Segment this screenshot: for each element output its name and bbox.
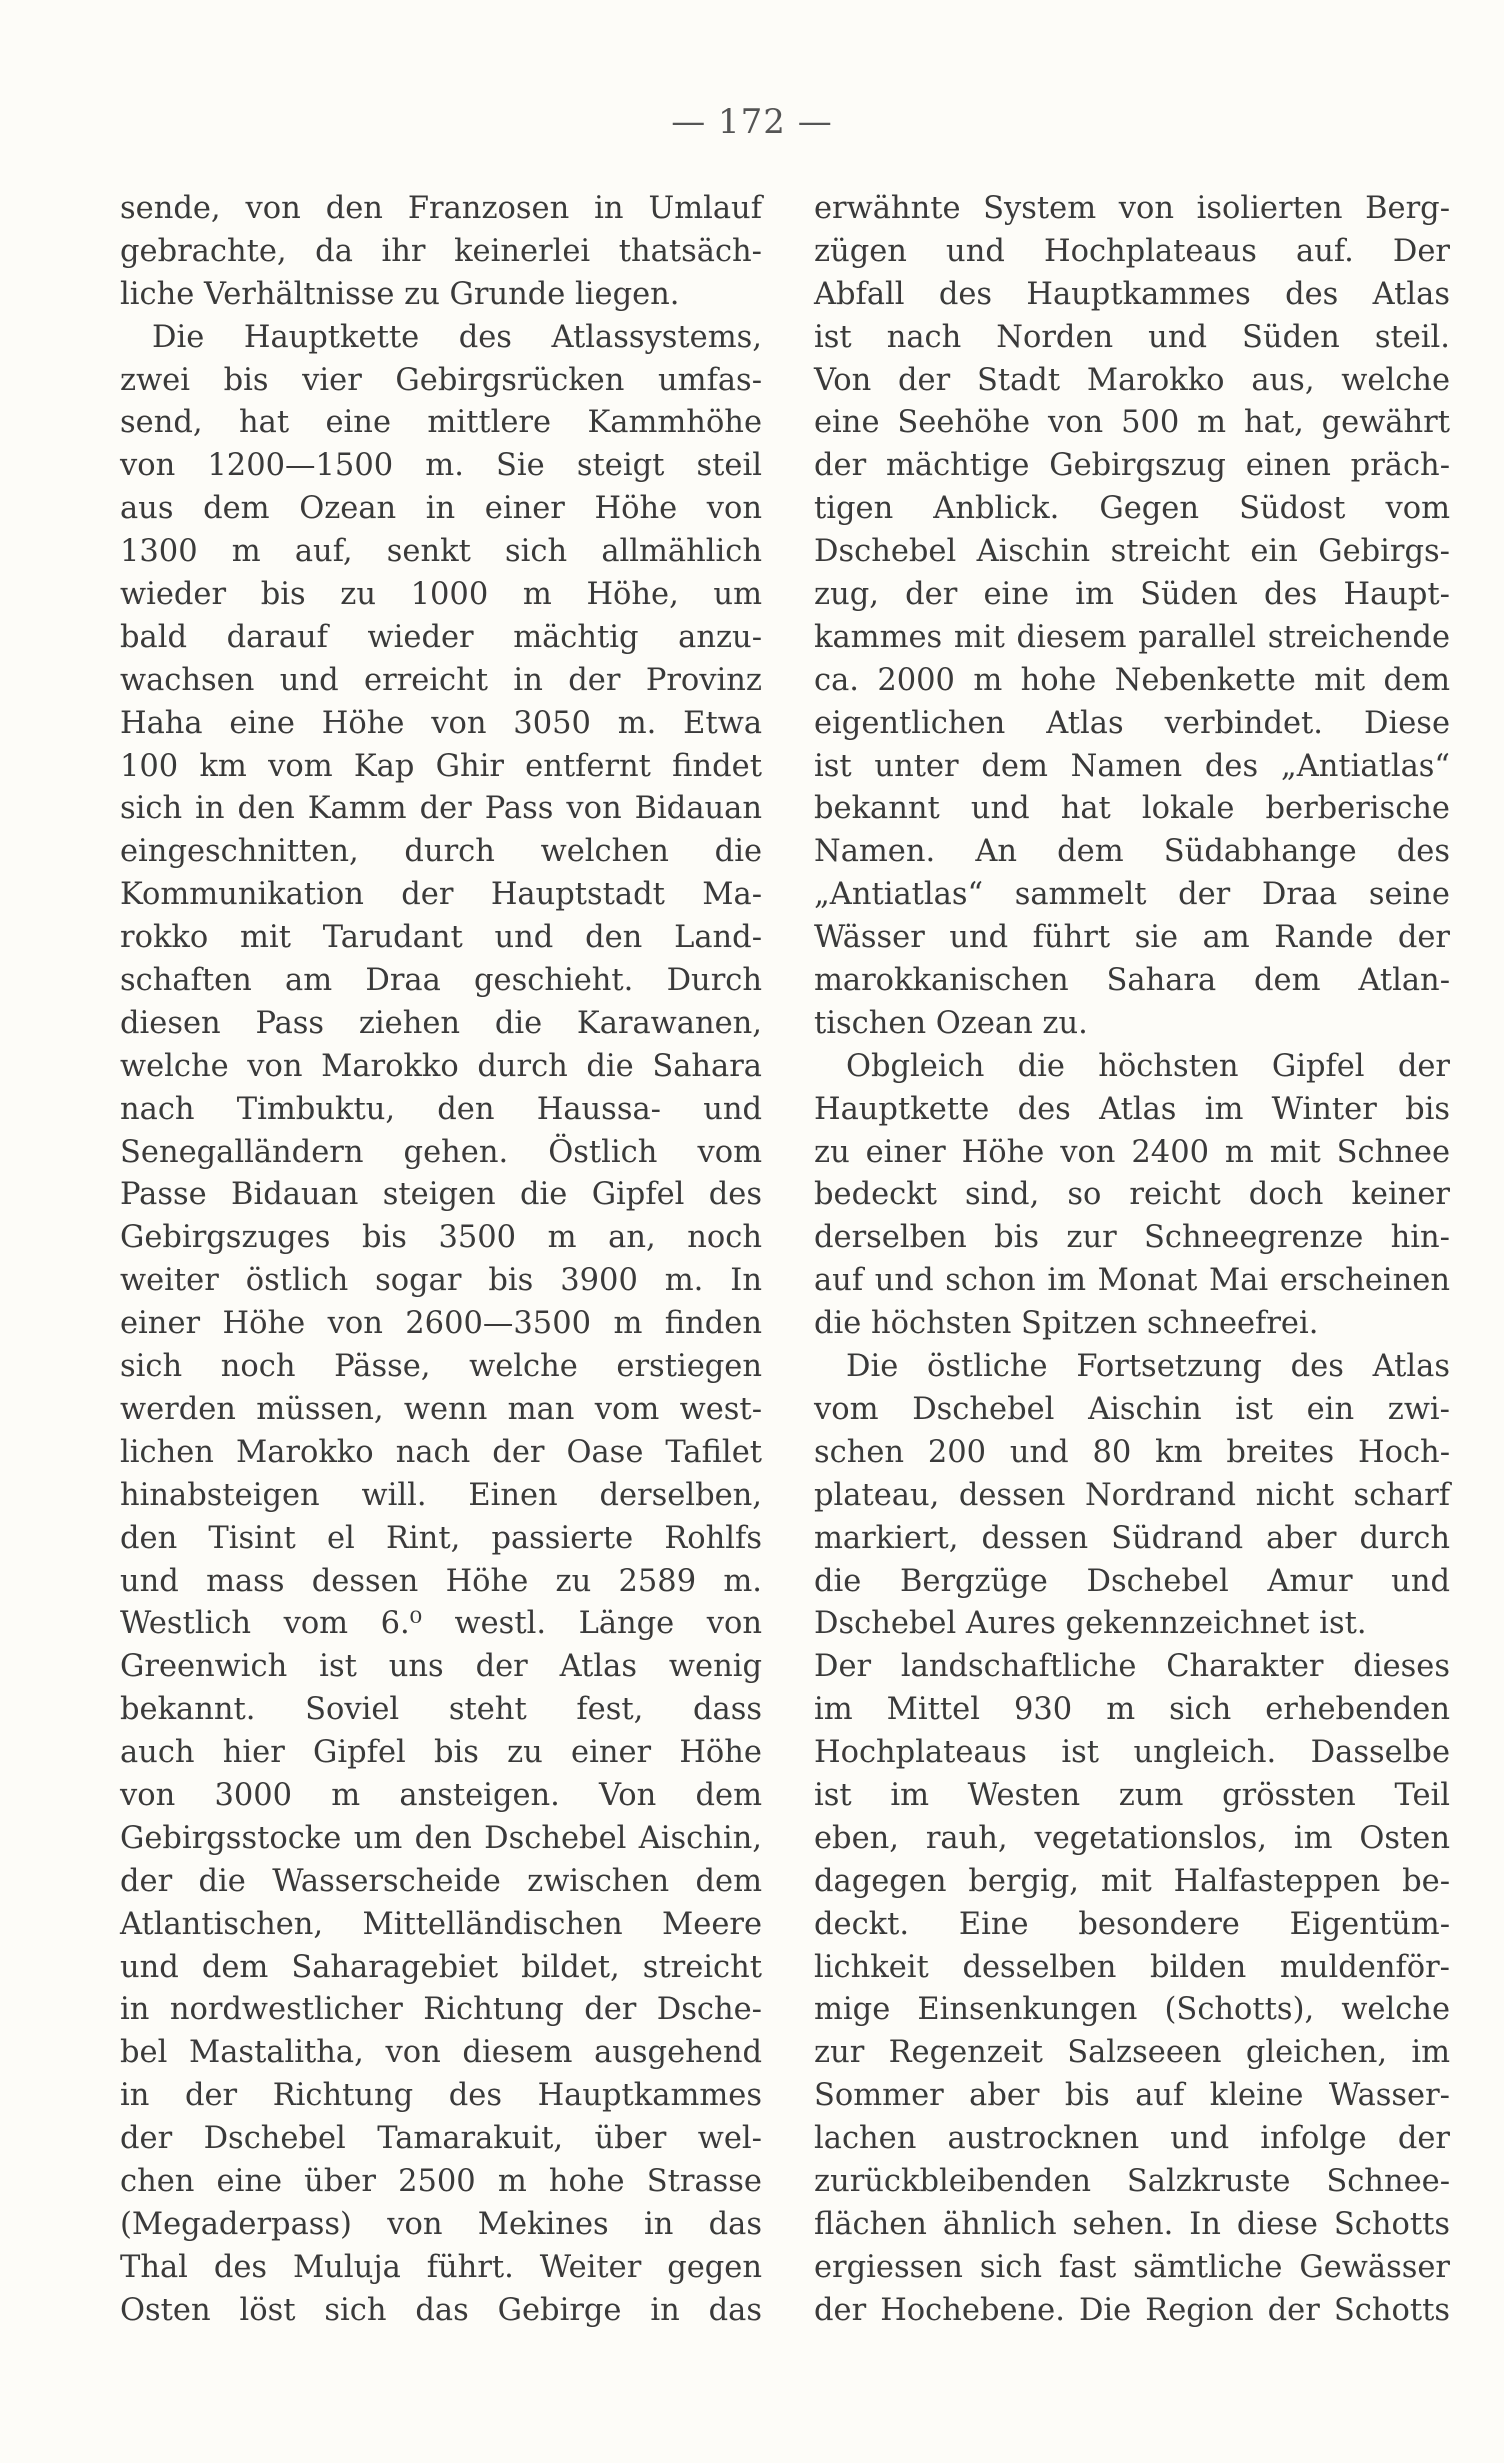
text-line: aus dem Ozean in einer Höhe von	[120, 491, 762, 527]
text-line: den Tisint el Rint, passierte Rohlfs	[120, 1520, 762, 1556]
text-line: Dschebel Aischin streicht ein Gebirgs-	[814, 534, 1450, 570]
text-line: marokkanischen Sahara dem Atlan-	[814, 963, 1450, 999]
text-line: Der landschaftliche Charakter dieses	[814, 1649, 1450, 1685]
text-line: dagegen bergig, mit Halfasteppen be-	[814, 1863, 1450, 1899]
text-line: zur Regenzeit Salzseeen gleichen, im	[814, 2035, 1450, 2071]
text-line: Gebirgsstocke um den Dschebel Aischin,	[120, 1820, 762, 1856]
text-line: weiter östlich sogar bis 3900 m. In	[120, 1263, 762, 1299]
text-line: Atlantischen, Mittelländischen Meere	[120, 1906, 762, 1942]
text-line: bekannt. Soviel steht fest, dass	[120, 1692, 762, 1728]
text-line: tigen Anblick. Gegen Südost vom	[814, 491, 1450, 527]
text-line: Hauptkette des Atlas im Winter bis	[814, 1091, 1450, 1127]
right-column	[814, 188, 1450, 2333]
text-line: (Megaderpass) von Mekines in das	[120, 2206, 762, 2242]
text-line: Namen. An dem Südabhange des	[814, 834, 1450, 870]
text-line: der Dschebel Tamarakuit, über wel-	[120, 2121, 762, 2157]
text-line: ist im Westen zum grössten Teil	[814, 1777, 1450, 1813]
text-line: flächen ähnlich sehen. In diese Schotts	[814, 2206, 1450, 2242]
text-line: Greenwich ist uns der Atlas wenig	[120, 1649, 762, 1685]
text-line: Dschebel Aures gekennzeichnet ist.	[814, 1606, 1367, 1642]
text-line: hinabsteigen will. Einen derselben,	[120, 1477, 762, 1513]
text-line: lachen austrocknen und infolge der	[814, 2121, 1450, 2157]
page-number: — 172 —	[671, 102, 833, 142]
text-line: Abfall des Hauptkammes des Atlas	[814, 276, 1450, 312]
text-line: von 1200—1500 m. Sie steigt steil	[120, 448, 762, 484]
text-line: Die östliche Fortsetzung des Atlas	[846, 1349, 1450, 1385]
text-line: Thal des Muluja führt. Weiter gegen	[120, 2249, 762, 2285]
text-line: tischen Ozean zu.	[814, 1005, 1088, 1041]
text-line: vom Dschebel Aischin ist ein zwi-	[814, 1391, 1450, 1427]
text-line: ist unter dem Namen des „Antiatlas“	[814, 748, 1450, 784]
text-line: einer Höhe von 2600—3500 m finden	[120, 1306, 762, 1342]
text-line: und dem Saharagebiet bildet, streicht	[120, 1949, 762, 1985]
text-line: mige Einsenkungen (Schotts), welche	[814, 1992, 1450, 2028]
text-line: der die Wasserscheide zwischen dem	[120, 1863, 762, 1899]
text-line: zwei bis vier Gebirgsrücken umfas-	[120, 362, 762, 398]
text-line: von 3000 m ansteigen. Von dem	[120, 1777, 762, 1813]
text-line: eben, rauh, vegetationslos, im Osten	[814, 1820, 1450, 1856]
text-line: Osten löst sich das Gebirge in das	[120, 2292, 762, 2328]
text-line: in der Richtung des Hauptkammes	[120, 2078, 762, 2114]
text-line: 100 km vom Kap Ghir entfernt findet	[120, 748, 762, 784]
text-line: der mächtige Gebirgszug einen präch-	[814, 448, 1450, 484]
text-line: plateau, dessen Nordrand nicht scharf	[814, 1477, 1450, 1513]
text-line: zurückbleibenden Salzkruste Schnee-	[814, 2163, 1450, 2199]
text-line: ca. 2000 m hohe Nebenkette mit dem	[814, 662, 1450, 698]
text-line: Gebirgszuges bis 3500 m an, noch	[120, 1220, 762, 1256]
text-line: ist nach Norden und Süden steil.	[814, 319, 1450, 355]
text-line: sende, von den Franzosen in Umlauf	[120, 191, 762, 226]
text-line: Obgleich die höchsten Gipfel der	[846, 1048, 1450, 1084]
text-line: markiert, dessen Südrand aber durch	[814, 1520, 1450, 1556]
text-line: zu einer Höhe von 2400 m mit Schnee	[814, 1134, 1450, 1170]
left-column	[120, 188, 762, 2333]
text-line: bel Mastalitha, von diesem ausgehend	[120, 2035, 762, 2071]
text-line: und mass dessen Höhe zu 2589 m.	[120, 1563, 762, 1599]
text-line: lichen Marokko nach der Oase Tafilet	[120, 1434, 762, 1470]
text-line: kammes mit diesem parallel streichende	[814, 619, 1450, 655]
text-line: welche von Marokko durch die Sahara	[120, 1048, 762, 1084]
text-line: chen eine über 2500 m hohe Strasse	[120, 2163, 762, 2199]
text-line: schen 200 und 80 km breites Hoch-	[814, 1434, 1450, 1470]
text-line: „Antiatlas“ sammelt der Draa seine	[814, 877, 1450, 913]
text-line: im Mittel 930 m sich erhebenden	[814, 1692, 1450, 1728]
text-line: liche Verhältnisse zu Grunde liegen.	[120, 276, 680, 312]
text-line: nach Timbuktu, den Haussa- und	[120, 1091, 762, 1127]
text-line: sich noch Pässe, welche erstiegen	[120, 1349, 762, 1385]
text-line: eingeschnitten, durch welchen die	[120, 834, 762, 870]
text-line: Kommunikation der Hauptstadt Ma-	[120, 877, 762, 913]
text-line: erwähnte System von isolierten Berg-	[814, 191, 1450, 226]
text-line: Wässer und führt sie am Rande der	[814, 920, 1450, 956]
text-line: werden müssen, wenn man vom west-	[120, 1391, 762, 1427]
text-line: Von der Stadt Marokko aus, welche	[814, 362, 1450, 398]
text-line: Haha eine Höhe von 3050 m. Etwa	[120, 705, 762, 741]
text-line: derselben bis zur Schneegrenze hin-	[814, 1220, 1450, 1256]
text-line: die höchsten Spitzen schneefrei.	[814, 1306, 1319, 1342]
text-line: der Hochebene. Die Region der Schotts	[814, 2292, 1450, 2328]
text-line: bekannt und hat lokale berberische	[814, 791, 1450, 827]
text-line: auf und schon im Monat Mai erscheinen	[814, 1263, 1450, 1299]
text-line: Passe Bidauan steigen die Gipfel des	[120, 1177, 762, 1213]
text-line: schaften am Draa geschieht. Durch	[120, 963, 762, 999]
text-line: sich in den Kamm der Pass von Bidauan	[120, 791, 762, 827]
text-line: diesen Pass ziehen die Karawanen,	[120, 1005, 762, 1041]
text-line: Sommer aber bis auf kleine Wasser-	[814, 2078, 1450, 2114]
text-line: Senegalländern gehen. Östlich vom	[120, 1134, 762, 1170]
text-line: bedeckt sind, so reicht doch keiner	[814, 1177, 1450, 1213]
text-line: 1300 m auf, senkt sich allmählich	[120, 534, 762, 570]
text-line: Die Hauptkette des Atlassystems,	[152, 319, 762, 355]
text-line: bald darauf wieder mächtig anzu-	[120, 619, 762, 655]
text-line: ergiessen sich fast sämtliche Gewässer	[814, 2249, 1450, 2285]
text-line: in nordwestlicher Richtung der Dsche-	[120, 1992, 762, 2028]
text-line: zug, der eine im Süden des Haupt-	[814, 577, 1450, 613]
text-line: die Bergzüge Dschebel Amur und	[814, 1563, 1450, 1599]
text-line: eine Seehöhe von 500 m hat, gewährt	[814, 405, 1450, 441]
text-line: wieder bis zu 1000 m Höhe, um	[120, 577, 762, 613]
text-line: lichkeit desselben bilden muldenför-	[814, 1949, 1450, 1985]
text-line: send, hat eine mittlere Kammhöhe	[120, 405, 762, 441]
text-line: eigentlichen Atlas verbindet. Diese	[814, 705, 1450, 741]
text-line: zügen und Hochplateaus auf. Der	[814, 233, 1450, 269]
text-line: Hochplateaus ist ungleich. Dasselbe	[814, 1735, 1450, 1771]
text-line: rokko mit Tarudant und den Land-	[120, 920, 762, 956]
text-line: auch hier Gipfel bis zu einer Höhe	[120, 1735, 762, 1771]
text-line: wachsen und erreicht in der Provinz	[120, 662, 762, 698]
text-line: Westlich vom 6.⁰ westl. Länge von	[120, 1606, 762, 1642]
text-line: gebrachte, da ihr keinerlei thatsäch-	[120, 233, 762, 269]
text-line: deckt. Eine besondere Eigentüm-	[814, 1906, 1450, 1942]
